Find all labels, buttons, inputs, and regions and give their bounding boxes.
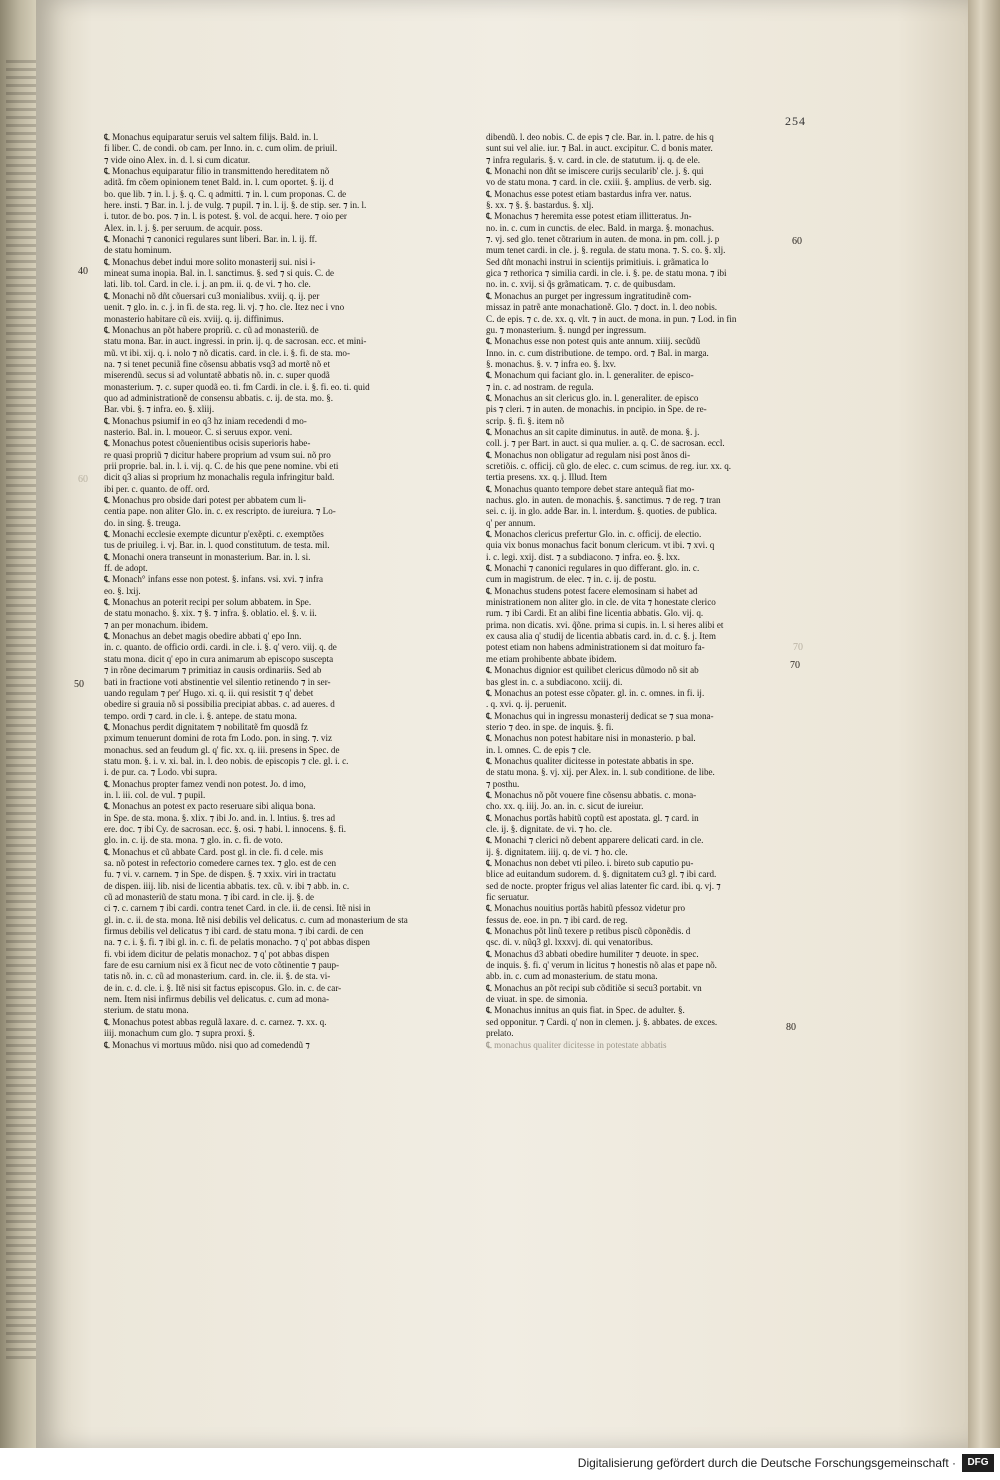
right-column-line: missaz in patrẽ ante monachationẽ. Glo. ⁊ doct. in. l. deo nobis. [486, 302, 718, 313]
right-column-line: fic seruatur. [486, 892, 529, 903]
left-column-line: nem. Item nisi infirmus debilis vel delicatus. c. cum ad mona- [104, 994, 330, 1005]
right-column-line: gu. ⁊ monasterium. §. nungd per ingressum. [486, 324, 647, 335]
left-column-line: statu mona. Bar. in auct. ingressi. in prin. ij. q. de sacrosan. ecc. et mini- [104, 336, 367, 347]
right-column-line: potest etiam non habens administrationem si dat moituro fa- [486, 642, 705, 653]
dfg-logo: DFG [962, 1454, 994, 1472]
left-column-line: de in. c. d. cle. i. §. Itẽ nisi sit factus episcopus. Glo. in. c. de car- [104, 982, 342, 993]
right-column-line: . q. xvi. q. ij. peruenit. [486, 699, 567, 710]
margin-number-60: 60 [792, 236, 802, 247]
right-column-line: sterio ⁊ deo. in spe. de inquis. §. fi. [486, 721, 614, 732]
left-column-line: ℄ Monachi ⁊ canonici regulares sunt liberi. Bar. in. l. ij. ff. [104, 234, 317, 245]
right-column-line: mum tenet cardi. in cle. j. §. regula. de statu mona. ⁊. S. co. §. xlj. [486, 245, 726, 256]
left-column-line: ℄ Monachus an poterit recipi per solum abbatem. in Spe. [104, 597, 312, 608]
right-column-line: q' per annum. [486, 517, 536, 528]
right-column-line: ℄ Monachus ⁊ heremita esse potest etiam illitteratus. Jn- [486, 211, 692, 222]
left-column-line: fare de esu carnium nisi ex ã ficut nec de voto cõtinentie ⁊ paup- [104, 960, 340, 971]
left-column-line: na. ⁊ c. i. §. fi. ⁊ ibi gl. in. c. fi. de pelatis monacho. ⁊ q' pot abbas dispen [104, 937, 370, 948]
left-column-line: fi. vbi idem dicitur de pelatis monachoz. ⁊ q' pot abbas dispen [104, 948, 330, 959]
right-column-line: ℄ Monachus esse non potest quis ante annum. xiiij. secũdũ [486, 336, 701, 347]
left-column-line: glo. in. c. ij. de sta. mona. ⁊ glo. in. c. fi. de voto. [104, 835, 283, 846]
left-column-line: fu. ⁊ vi. v. carnem. ⁊ in Spe. de dispen. §. ⁊ xxix. viri in tractatu [104, 869, 336, 880]
right-column-line: vo de statu mona. ⁊ card. in cle. cxiii. §. amplius. de verb. sig. [486, 177, 712, 188]
left-column-line: ℄ Monachus pro obside dari potest per abbatem cum li- [104, 495, 307, 505]
left-column-line: ci ⁊. c. carnem ⁊ ibi cardi. contra tenet Card. in cle. ii. de censi. Itẽ nisi in [104, 903, 371, 914]
right-column-line: tertia presens. xx. q. j. Illud. Item [486, 472, 607, 483]
left-column-line: ℄ Monachus an debet magis obedire abbati q' epo Inn. [104, 631, 302, 642]
left-column-line: i. de pur. ca. ⁊ Lodo. vbi supra. [104, 767, 218, 778]
right-column-line: ℄ Monachus an sit capite diminutus. in autẽ. de mona. §. j. [486, 426, 700, 437]
left-column-line: Bar. vbi. §. ⁊ infra. eo. §. xliij. [104, 404, 215, 415]
right-column-line: ℄ Monachus dignior est quilibet clericus dũmodo nõ sit ab [486, 665, 699, 676]
left-column-line: cũ ad monasteriũ de statu mona. ⁊ ibi card. in cle. ij. §. de [104, 892, 315, 903]
left-column-line: statu mona. dicit q' epo in cura animarum ab episcopo suscepta [104, 653, 334, 664]
right-column-line: sed de nocte. propter frigus vel alias latenter fic card. ibi. q. vj. ⁊ [486, 880, 721, 891]
left-column-line: eo. §. lxij. [104, 585, 141, 596]
left-column-line: quo ad administrationẽ de consensu abbatis. c. ij. de sta. mo. §. [104, 392, 334, 403]
right-column-line: ℄ Monachi ⁊ canonici regulares in quo differant. glo. in. c. [486, 563, 700, 574]
left-column-line: lati. lib. tol. Card. in cle. i. j. an pm. ii. q. de vi. ⁊ ho. cle. [104, 279, 311, 290]
right-column-line: ℄ Monachus non debet vti pileo. i. bireto sub caputio pu- [486, 858, 694, 868]
left-column-line: ere. doc. ⁊ ibi Cy. de sacrosan. ecc. §. osi. ⁊ habi. l. innocens. §. fi. [104, 823, 347, 834]
left-column-line: here. insti. ⁊ Bar. in. l. j. de vulg. ⁊ pupil. ⁊ in. l. ij. §. de stip. ser. ⁊ in. l. [104, 200, 367, 211]
left-column-line: prii proprie. bal. in. l. i. vij. q. C. de his que pene nomine. vbi eti [104, 460, 339, 471]
right-column-line: ⁊ infra regularis. §. v. card. in cle. de statutum. ij. q. de ele. [486, 154, 701, 165]
left-column-line: ℄ Monachus equiparatur seruis vel saltem filijs. Bald. in. l. [104, 132, 319, 142]
right-column-line: scretiõis. c. officij. cũ glo. de elec. c. cum scimus. de reg. iur. xx. q. [486, 460, 732, 471]
right-column-line: ℄ Monachus innitus an quis fiat. in Spec. de adulter. §. [486, 1005, 685, 1016]
left-column-line: na. ⁊ si tenet pecuniã fine cõsensu abbatis vsq3 ad mortẽ nõ et [104, 358, 330, 369]
right-column-line: ministrationem non aliter glo. in cle. de vita ⁊ honestate clerico [486, 597, 716, 608]
right-column-line: sei. c. ij. in glo. adde Bar. in. l. interdum. §. quoties. de publica. [486, 506, 717, 517]
right-column-line: ℄ Monachus portãs habitũ coptũ est apostata. gl. ⁊ card. in [486, 812, 699, 823]
left-column-line: mũ. vt ibi. xij. q. i. nolo ⁊ nõ dicatis. card. in cle. i. §. fi. de sta. mo- [104, 347, 350, 358]
left-column-line: tempo. ordi ⁊ card. in cle. i. §. antepe. de statu mona. [104, 710, 297, 721]
margin-number-faint-right: 70 [793, 642, 803, 653]
left-column-line: statu mon. §. i. v. xi. bal. in. l. deo nobis. de episcopis ⁊ cle. gl. i. c. [104, 755, 349, 766]
right-column-line: dibendũ. l. deo nobis. C. de epis ⁊ cle. Bar. in. l. patre. de his q [486, 132, 714, 142]
margin-number-80: 80 [786, 1022, 796, 1033]
right-column-line: quia vix bonus monachus facit bonum clericum. vt ibi. ⁊ xvi. q [486, 540, 715, 551]
right-column-line: ℄ Monachus an sit clericus glo. in. l. generaliter. de episco [486, 392, 699, 403]
right-column-bleedthrough-line: ℄ monachus qualiter dicitesse in potestate abbatis [486, 1039, 667, 1050]
right-column-line: in. l. omnes. C. de epis ⁊ cle. [486, 744, 592, 755]
right-column-line: ℄ Monachus esse potest etiam bastardus infra ver. natus. [486, 188, 692, 199]
left-column-line: do. in sing. §. treuga. [104, 517, 181, 528]
left-column-line: sa. nõ potest in refectorio comedere carnes tex. ⁊ glo. est de cen [104, 858, 337, 868]
left-column-line: ℄ Monachus potest cõuenientibus ocisis superioris habe- [104, 438, 311, 449]
left-column-line: gl. in. c. ii. de sta. mona. Itẽ nisi debilis vel delicatus. c. cum ad monasterium de sta [104, 914, 408, 925]
right-column-line: ℄ Monachus an põt recipi sub cõditiõe si secu3 portabit. vn [486, 982, 702, 993]
left-column-line: monachus. sed an feudum gl. q' fic. xx. q. iii. presens in Spec. de [104, 744, 340, 755]
left-column-line: de statu monacho. §. xix. ⁊ §. ⁊ infra. §. oblatio. el. §. v. ii. [104, 608, 317, 619]
right-column-line: de viuat. in spe. de simonia. [486, 994, 588, 1005]
left-column-line: ⁊ vide oino Alex. in. d. l. si cum dicatur. [104, 154, 250, 165]
right-column-line: prima. non dicatis. xvi. q̃õne. prima si cupis. in. l. si heres alibi et [486, 619, 724, 630]
left-column-line: bati in fractione voti abstinentie vel silentio retinendo ⁊ in ser- [104, 676, 331, 687]
right-column-line: cle. ij. §. dignitate. de vi. ⁊ ho. cle. [486, 823, 612, 834]
left-column-line: mineat suma inopia. Bal. in. l. sanctimus. §. sed ⁊ si quis. C. de [104, 268, 335, 279]
left-column-line: miserendũ. secus si ad voluntatẽ abbatis nõ. in. c. super quodã [104, 370, 330, 381]
right-column-line: ℄ Monachus studens potest facere elemosinam si habet ad [486, 585, 698, 596]
right-column-line: coll. j. ⁊ per Bart. in auct. si qua mulier. a. q. C. de sacrosan. eccl. [486, 438, 725, 449]
margin-number-70: 70 [790, 660, 800, 671]
left-column-line: re quasi propriũ ⁊ dicitur habere proprium ad vsum sui. nõ pro [104, 449, 331, 460]
margin-number-40: 40 [78, 266, 88, 277]
left-column-line: bo. que lib. ⁊ in. l. j. §. q. C. q admitti. ⁊ in. l. cum proponas. C. de [104, 188, 347, 199]
right-column-line: sed opponitur. ⁊ Cardi. q' non in clemen. j. §. abbates. de exces. [486, 1016, 718, 1027]
right-column-line: §. monachus. §. v. ⁊ infra eo. §. lxv. [486, 358, 616, 369]
left-column-line: ℄ Monachus an potest ex pacto reseruare sibi aliqua bona. [104, 801, 316, 812]
right-column-line: ℄ Monachus non obligatur ad regulam nisi post ãnos di- [486, 449, 691, 460]
right-column-line: ⁊ in. c. ad nostram. de regula. [486, 381, 594, 392]
left-column-line: ff. de adopt. [104, 563, 148, 574]
left-column-line: pximum tenuerunt domini de rota fm Lodo. pon. in sing. ⁊. viz [104, 733, 333, 744]
left-column-line: uando regulam ⁊ per' Hugo. xi. q. ii. qui resistit ⁊ q' debet [104, 687, 314, 698]
right-column-line: ℄ Monachus qui in ingressu monasterij dedicat se ⁊ sua mona- [486, 710, 714, 721]
right-column-line: C. de epis. ⁊ c. de. xx. q. vlt. ⁊ in auct. de mona. in pun. ⁊ Lod. in fin [486, 313, 737, 324]
left-column-line: ℄ Monach° infans esse non potest. §. infans. vsi. xvi. ⁊ infra [104, 574, 324, 585]
left-column-line: centia pape. non aliter Glo. in. c. ex rescripto. de iureiura. ⁊ Lo- [104, 506, 336, 517]
left-column-line: in Spe. de sta. mona. §. xlix. ⁊ ibi Jo. and. in. l. lntius. §. tres ad [104, 812, 336, 823]
page-number: 254 [785, 114, 806, 128]
left-column-line: ℄ Monachi nõ dñt cõuersari cu3 monialibus. xviij. q. ij. per [104, 290, 320, 301]
left-column-line: ℄ Monachi onera transeunt in monasterium. Bar. in. l. si. [104, 551, 311, 562]
left-column-line: tus de priuileg. i. vj. Bar. in. l. quod constitutum. de testa. mil. [104, 540, 330, 551]
left-column-line: ℄ Monachus an põt habere propriũ. c. cũ ad monasteriũ. de [104, 324, 319, 335]
left-column-line: ℄ Monachus equiparatur filio in transmittendo hereditatem nõ [104, 166, 330, 177]
margin-number-50: 50 [74, 679, 84, 690]
left-column-line: ℄ Monachus perdit dignitatem ⁊ nobilitatẽ fm quosdã fz [104, 721, 308, 732]
right-column-line: ℄ Monachus quanto tempore debet stare antequã fiat mo- [486, 483, 695, 494]
left-column-line: ℄ Monachus vi mortuus mũdo. nisi quo ad comedendũ ⁊ [104, 1039, 310, 1050]
right-column-line: abb. in. c. cum ad monasterium. de statu mona. [486, 971, 658, 982]
right-column-line: cho. xx. q. iiij. Jo. an. in. c. sicut de iureiur. [486, 801, 644, 812]
footer-bar [0, 1448, 1000, 1480]
right-column-line: ℄ Monachus non potest habitare nisi in monasterio. p bal. [486, 733, 696, 744]
left-column-line: ℄ Monachus debet indui more solito monasterij sui. nisi i- [104, 256, 316, 267]
left-column-line: fi liber. C. de condi. ob cam. per Inno. in. c. cum olim. de priuil. [104, 143, 338, 154]
right-column-line: rum. ⁊ ibi Cardi. Et an alibi fine licentia abbatis. Glo. vij. q. [486, 608, 704, 619]
left-column-line: in. l. iii. col. de vul. ⁊ pupil. [104, 789, 206, 800]
left-column-line: Alex. in. l. j. §. per seruum. de acquir. poss. [104, 222, 263, 233]
right-column-line: ℄ Monachus an potest esse cõpater. gl. in. c. omnes. in fi. ij. [486, 687, 705, 698]
left-column-line: monasterium. ⁊. c. super quodã eo. ti. fm Cardi. in cle. i. §. fi. eo. ti. quid [104, 381, 370, 392]
left-column-line: ⁊ an per monachum. ibidem. [104, 619, 209, 630]
right-column-line: ℄ Monachus an purget per ingressum ingratitudinẽ com- [486, 290, 692, 301]
left-text-column [104, 132, 474, 1051]
left-column-line: in. c. quanto. de officio ordi. cardi. in cle. i. §. q' vero. viij. q. de [104, 642, 337, 653]
left-column-line: firmus debilis vel delicatus ⁊ ibi card. de statu mona. ⁊ ibi cardi. de cen [104, 926, 364, 937]
right-column-line: Sed dñt monachi instrui in scientijs primitiuis. i. grãmatica lo [486, 256, 709, 267]
right-text-column [486, 132, 780, 1051]
right-column-line: Inno. in. c. cum distributione. de tempo. ord. ⁊ Bal. in marga. [486, 347, 709, 358]
right-column-line: de inquis. §. fi. q' verum in licitus ⁊ honestis nõ alas et pape nõ. [486, 960, 717, 971]
left-column-line: ⁊ in rõne decimarum ⁊ primitiaz in causis ordinariis. Sed ab [104, 665, 322, 676]
right-column-line: ℄ Monachus põt linũ texere p retibus piscũ cõponẽdis. d [486, 926, 691, 937]
left-column-line: de statu hominum. [104, 245, 172, 256]
right-column-line: ℄ Monachi non dñt se imiscere curijs secularib' cle. j. §. qui [486, 166, 704, 177]
right-column-line: ℄ Monachus nouitius portãs habitũ pfessoz videtur pro [486, 903, 686, 914]
page-stack-edge [968, 0, 1000, 1448]
right-column-line: ℄ Monachos clericus prefertur Glo. in. c. officij. de electio. [486, 529, 702, 540]
right-column-line: qsc. di. v. nũq3 gl. lxxxvj. di. qui venatoribus. [486, 937, 653, 948]
right-column-line: no. in. c. xvij. si q̃s grãmaticam. ⁊. c. de quibusdam. [486, 279, 676, 290]
left-column-line: ℄ Monachi ecclesie exempte dicuntur p'exẽpti. c. exemptões [104, 529, 324, 540]
right-column-line: ℄ Monachum qui faciant glo. in. l. generaliter. de episco- [486, 370, 694, 381]
left-column-line: iiij. monachum cum glo. ⁊ supra proxi. §. [104, 1028, 255, 1039]
right-column-line: ℄ Monachi ⁊ clerici nõ debent apparere delicati card. in cle. [486, 835, 704, 846]
left-column-line: ibi per. c. quanto. de off. ord. [104, 483, 210, 494]
right-column-line: ℄ Monachus nõ põt vouere fine cõsensu abbatis. c. mona- [486, 789, 697, 800]
right-column-line: nachus. glo. in auten. de monachis. §. sanctimus. ⁊ de reg. ⁊ tran [486, 495, 721, 505]
left-column-line: ℄ Monachus psiumif in eo q3 hz iniam recedendi d mo- [104, 415, 307, 426]
right-column-line: i. c. legi. xxij. dist. ⁊ a subdiacono. ⁊ infra. eo. §. lxx. [486, 551, 680, 562]
right-column-line: cum in magistrum. de elec. ⁊ in. c. ij. de postu. [486, 574, 657, 585]
right-column-line: gica ⁊ rethorica ⁊ similia cardi. in cle. i. §. pe. de statu mona. ⁊ ibi [486, 268, 727, 279]
right-column-line: pis ⁊ cleri. ⁊ in auten. de monachis. in pncipio. in Spe. de re- [486, 404, 707, 415]
left-column-line: aditã. fm cõem opinionem tenet Bald. in. l. cum oportet. §. ij. d [104, 177, 334, 188]
left-column-line: ℄ Monachus potest abbas regulã laxare. d. c. carnez. ⁊. xx. q. [104, 1016, 327, 1027]
right-column-line: blice ad euitandum sudorem. d. §. dignitatem cu3 gl. ⁊ ibi card. [486, 869, 717, 880]
left-column-line: uenit. ⁊ glo. in. c. j. in fi. de sta. reg. li. vj. ⁊ ho. cle. Itez nec i vno [104, 302, 345, 313]
right-column-line: ℄ Monachus d3 abbati obedire humiliter ⁊ deuote. in spec. [486, 948, 699, 959]
left-column-line: ℄ Monachus et cũ abbate Card. post gl. in cle. fi. d cele. mis [104, 846, 323, 857]
right-column-line: ℄ Monachus qualiter dicitesse in potestate abbatis in spe. [486, 755, 694, 766]
left-column-line: i. tutor. de bo. pos. ⁊ in. l. is potest. §. vol. de acqui. here. ⁊ oio per [104, 211, 347, 222]
right-column-line: ex causa alia q' studij de licentia abbatis card. in. d. c. §. j. Item [486, 631, 716, 642]
left-column-line: nasterio. Bal. in. l. moueor. C. si seruus expor. veni. [104, 426, 293, 437]
right-column-line: me etiam prohibente abbate ibidem. [486, 653, 617, 664]
left-column-line: dicit q3 alias si proprium hz monachalis regula infringitur bald. [104, 472, 335, 483]
right-column-line: ⁊. vj. sed glo. tenet cõtrarium in auten. de mona. in pm. coll. j. p [486, 234, 720, 245]
right-column-line: prelato. [486, 1028, 514, 1039]
right-column-line: bas glest in. c. a subdiacono. xciij. di. [486, 676, 623, 687]
left-column-line: tatis nõ. in. c. cũ ad monasterium. card. in. cle. ii. §. de sta. vi- [104, 971, 331, 982]
right-column-line: §. xx. ⁊ §. §. bastardus. §. xlj. [486, 200, 594, 211]
left-column-line: ℄ Monachus propter famez vendi non potest. Jo. d imo, [104, 778, 306, 789]
right-column-line: fessus de. eoe. in pn. ⁊ ibi card. de reg. [486, 914, 628, 925]
right-column-line: de statu mona. §. vj. xij. per Alex. in. l. sub conditione. de libe. [486, 767, 715, 778]
right-column-line: sunt sui vel alie. iur. ⁊ Bal. in auct. excipitur. C. d bonis mater. [486, 143, 713, 154]
right-column-line: no. in. c. cum in cunctis. de elec. Bald. in marga. §. monachus. [486, 222, 714, 233]
left-column-line: de dispen. iiij. lib. nisi de licentia abbatis. tex. cũ. v. ibi ⁊ abb. in. c. [104, 880, 350, 891]
margin-number-faint: 60 [78, 474, 88, 485]
left-column-line: sterium. de statu mona. [104, 1005, 189, 1016]
left-column-line: monasterio habitare cũ eis. xviij. q. ij. diffinimus. [104, 313, 284, 324]
footer-credit: Digitalisierung gefördert durch die Deutsche Forschungsgemeinschaft · [577, 1456, 956, 1470]
right-column-line: ⁊ posthu. [486, 778, 520, 789]
right-column-line: ij. §. dignitatem. iiij. q. de vi. ⁊ ho. cle. [486, 846, 628, 857]
right-column-line: scrip. §. fi. §. item nõ [486, 415, 565, 426]
left-column-line: obedire si grauia nõ si possibilia precipiat abbas. c. ad aueres. d [104, 699, 335, 710]
